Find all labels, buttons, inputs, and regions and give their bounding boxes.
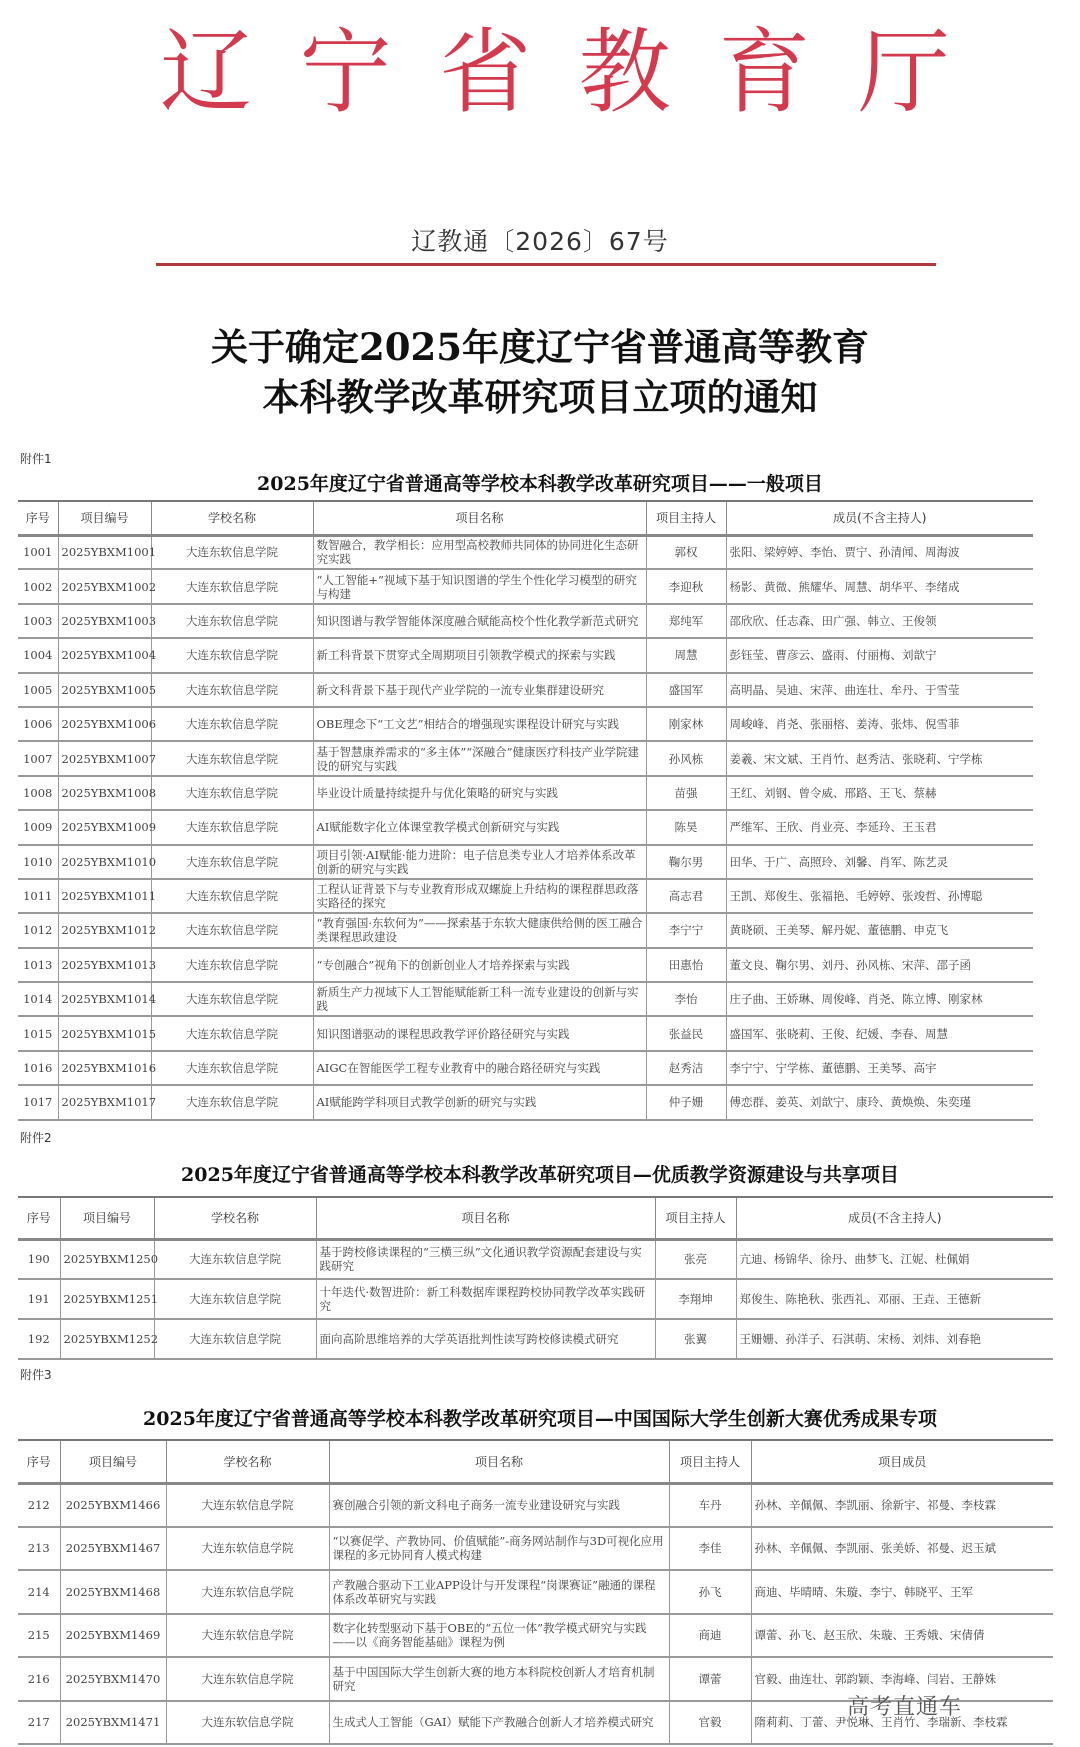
- cell-school: 大连东软信息学院: [151, 879, 313, 913]
- cell-project-name: “以赛促学、产教协同、价值赋能”-商务网站制作与3D可视化应用课程的多元协同育人模式构建: [329, 1527, 669, 1571]
- table-row: [18, 535, 1033, 569]
- cell-host: 李佳: [669, 1527, 751, 1571]
- cell-members: 官毅、曲连壮、郭韵颖、李海峰、闫岩、王静姝: [751, 1657, 1053, 1701]
- col-header: 序号: [18, 501, 58, 535]
- table-row: [18, 1483, 1053, 1527]
- col-header: 项目成员: [751, 1440, 1053, 1483]
- table-row: [18, 1570, 1053, 1614]
- cell-host: 苗强: [646, 776, 726, 810]
- cell-project-name: “人工智能+”视域下基于知识图谱的学生个性化学习模型的研究与构建: [313, 569, 646, 603]
- cell-project-code: 2025YBXM1250: [60, 1239, 154, 1279]
- cell-project-name: AIGC在智能医学工程专业教育中的融合路径研究与实践: [313, 1051, 646, 1085]
- cell-host: 李怡: [646, 982, 726, 1016]
- cell-host: 谭蕾: [669, 1657, 751, 1701]
- cell-project-code: 2025YBXM1469: [60, 1614, 166, 1658]
- cell-serial: 1004: [18, 638, 58, 672]
- cell-host: 周慧: [646, 638, 726, 672]
- cell-serial: 1005: [18, 673, 58, 707]
- cell-project-code: 2025YBXM1017: [58, 1085, 151, 1119]
- col-header: 成员(不含主持人): [736, 1197, 1053, 1239]
- org-char: 辽: [160, 19, 253, 126]
- cell-school: 大连东软信息学院: [166, 1527, 329, 1571]
- cell-serial: 190: [18, 1239, 60, 1279]
- org-char: 厅: [857, 19, 950, 126]
- cell-host: 李迎秋: [646, 569, 726, 603]
- annex-table-title: 2025年度辽宁省普通高等学校本科教学改革研究项目—优质教学资源建设与共享项目: [181, 1164, 899, 1186]
- cell-project-name: AI赋能跨学科项目式教学创新的研究与实践: [313, 1085, 646, 1119]
- cell-host: 赵秀洁: [646, 1051, 726, 1085]
- cell-serial: 1014: [18, 982, 58, 1016]
- cell-school: 大连东软信息学院: [151, 707, 313, 741]
- cell-host: 张亮: [655, 1239, 736, 1279]
- annex-label: 附件1: [20, 452, 52, 466]
- cell-school: 大连东软信息学院: [151, 776, 313, 810]
- cell-members: 王红、刘钢、曾令威、邢路、王飞、蔡赫: [726, 776, 1033, 810]
- cell-school: 大连东软信息学院: [151, 535, 313, 569]
- table-row: [18, 913, 1033, 947]
- cell-host: 张益民: [646, 1016, 726, 1050]
- notice-title-line2: 本科教学改革研究项目立项的通知: [262, 375, 818, 419]
- cell-serial: 217: [18, 1701, 60, 1745]
- cell-serial: 214: [18, 1570, 60, 1614]
- cell-project-code: 2025YBXM1466: [60, 1483, 166, 1527]
- cell-serial: 1016: [18, 1051, 58, 1085]
- annex-label: 附件3: [20, 1368, 52, 1382]
- cell-project-code: 2025YBXM1467: [60, 1527, 166, 1571]
- cell-school: 大连东软信息学院: [151, 673, 313, 707]
- cell-members: 商迪、毕晴晴、朱璇、李宁、韩晓平、王军: [751, 1570, 1053, 1614]
- cell-members: 田华、于广、高照玲、刘馨、肖军、陈艺灵: [726, 845, 1033, 879]
- cell-project-code: 2025YBXM1008: [58, 776, 151, 810]
- cell-members: 邵欣欣、任志森、田广强、韩立、王俊领: [726, 604, 1033, 638]
- cell-project-name: 数智融合，教学相长：应用型高校教师共同体的协同进化生态研究实践: [313, 535, 646, 569]
- cell-serial: 1011: [18, 879, 58, 913]
- cell-project-code: 2025YBXM1009: [58, 810, 151, 844]
- cell-project-name: OBE理念下“工文艺”相结合的增强现实课程设计研究与实践: [313, 707, 646, 741]
- cell-project-code: 2025YBXM1013: [58, 948, 151, 982]
- cell-host: 孙风栋: [646, 741, 726, 775]
- cell-school: 大连东软信息学院: [166, 1483, 329, 1527]
- cell-project-name: 新文科背景下基于现代产业学院的一流专业集群建设研究: [313, 673, 646, 707]
- col-header: 序号: [18, 1197, 60, 1239]
- cell-school: 大连东软信息学院: [151, 638, 313, 672]
- table-header-row: [18, 501, 1033, 535]
- cell-project-name: “教育强国·东软何为”——探索基于东软大健康供给侧的医工融合类课程思政建设: [313, 913, 646, 947]
- cell-project-name: 新工科背景下贯穿式全周期项目引领教学模式的探索与实践: [313, 638, 646, 672]
- col-header: 项目主持人: [646, 501, 726, 535]
- table-row: [18, 1085, 1033, 1119]
- cell-host: 李宁宁: [646, 913, 726, 947]
- cell-host: 郭权: [646, 535, 726, 569]
- cell-project-code: 2025YBXM1012: [58, 913, 151, 947]
- table-row: [18, 1279, 1053, 1319]
- cell-members: 杨影、黄微、熊耀华、周慧、胡华平、李绪成: [726, 569, 1033, 603]
- cell-project-name: 项目引领·AI赋能·能力进阶：电子信息类专业人才培养体系改革创新的研究与实践: [313, 845, 646, 879]
- table-row: [18, 741, 1033, 775]
- cell-project-name: 新质生产力视域下人工智能赋能新工科一流专业建设的创新与实践: [313, 982, 646, 1016]
- col-header: 项目编号: [60, 1440, 166, 1483]
- cell-serial: 215: [18, 1614, 60, 1658]
- col-header: 项目名称: [329, 1440, 669, 1483]
- cell-serial: 1006: [18, 707, 58, 741]
- table-row: [18, 1051, 1033, 1085]
- cell-project-name: 基于智慧康养需求的“多主体”“深融合”健康医疗科技产业学院建设的研究与实践: [313, 741, 646, 775]
- cell-members: 孙林、辛佩佩、李凯丽、徐新宇、祁曼、李枝霖: [751, 1483, 1053, 1527]
- cell-serial: 1001: [18, 535, 58, 569]
- cell-members: 彭钰莹、曹彦云、盛雨、付丽梅、刘歆宁: [726, 638, 1033, 672]
- cell-project-code: 2025YBXM1251: [60, 1279, 154, 1319]
- cell-members: 隋莉莉、丁蕾、尹悦琳、王肖竹、李瑞新、李枝霖: [751, 1701, 1053, 1745]
- cell-project-name: 面向高阶思维培养的大学英语批判性读写跨校修读模式研究: [316, 1319, 655, 1359]
- cell-project-code: 2025YBXM1015: [58, 1016, 151, 1050]
- org-char: 教: [578, 19, 671, 126]
- cell-project-code: 2025YBXM1014: [58, 982, 151, 1016]
- cell-serial: 192: [18, 1319, 60, 1359]
- cell-project-name: 基于中国国际大学生创新大赛的地方本科院校创新人才培育机制研究: [329, 1657, 669, 1701]
- cell-members: 张阳、梁婷婷、李怡、贾宁、孙清闻、周海波: [726, 535, 1033, 569]
- cell-school: 大连东软信息学院: [151, 913, 313, 947]
- cell-project-name: 知识图谱驱动的课程思政教学评价路径研究与实践: [313, 1016, 646, 1050]
- cell-host: 高志君: [646, 879, 726, 913]
- cell-project-code: 2025YBXM1470: [60, 1657, 166, 1701]
- cell-school: 大连东软信息学院: [151, 810, 313, 844]
- watermark: 高考直通车: [846, 1695, 962, 1720]
- cell-project-name: 生成式人工智能（GAI）赋能下产教融合创新人才培养模式研究: [329, 1701, 669, 1745]
- cell-project-code: 2025YBXM1011: [58, 879, 151, 913]
- cell-school: 大连东软信息学院: [166, 1570, 329, 1614]
- cell-host: 盛国军: [646, 673, 726, 707]
- org-char: 育: [718, 19, 811, 126]
- table-row: [18, 845, 1033, 879]
- annex-table-title: 2025年度辽宁省普通高等学校本科教学改革研究项目——一般项目: [257, 473, 823, 495]
- notice-title-line1: 关于确定2025年度辽宁省普通高等教育: [211, 325, 869, 369]
- table-header-row: [18, 1197, 1053, 1239]
- cell-school: 大连东软信息学院: [151, 741, 313, 775]
- cell-serial: 1017: [18, 1085, 58, 1119]
- cell-project-code: 2025YBXM1016: [58, 1051, 151, 1085]
- annex-table-title: 2025年度辽宁省普通高等学校本科教学改革研究项目—中国国际大学生创新大赛优秀成果专项: [143, 1408, 937, 1430]
- cell-school: 大连东软信息学院: [151, 1051, 313, 1085]
- cell-project-name: 赛创融合引领的新文科电子商务一流专业建设研究与实践: [329, 1483, 669, 1527]
- cell-project-code: 2025YBXM1004: [58, 638, 151, 672]
- cell-serial: 1003: [18, 604, 58, 638]
- cell-project-name: 毕业设计质量持续提升与优化策略的研究与实践: [313, 776, 646, 810]
- col-header: 项目名称: [316, 1197, 655, 1239]
- cell-project-code: 2025YBXM1002: [58, 569, 151, 603]
- org-char: 宁: [299, 19, 392, 126]
- cell-members: 亢迪、杨锦华、徐丹、曲梦飞、江妮、杜佩娟: [736, 1239, 1053, 1279]
- table-row: [18, 673, 1033, 707]
- org-char: 省: [439, 19, 532, 126]
- cell-project-code: 2025YBXM1252: [60, 1319, 154, 1359]
- cell-host: 车丹: [669, 1483, 751, 1527]
- cell-serial: 1015: [18, 1016, 58, 1050]
- cell-host: 李翔坤: [655, 1279, 736, 1319]
- cell-host: 张翼: [655, 1319, 736, 1359]
- cell-project-name: “专创融合”视角下的创新创业人才培养探索与实践: [313, 948, 646, 982]
- cell-project-code: 2025YBXM1010: [58, 845, 151, 879]
- cell-serial: 212: [18, 1483, 60, 1527]
- table-header-row: [18, 1440, 1053, 1483]
- cell-serial: 1010: [18, 845, 58, 879]
- cell-project-name: AI赋能数字化立体课堂教学模式创新研究与实践: [313, 810, 646, 844]
- table-row: [18, 1527, 1053, 1571]
- cell-school: 大连东软信息学院: [166, 1614, 329, 1658]
- cell-school: 大连东软信息学院: [154, 1239, 316, 1279]
- table-row: [18, 638, 1033, 672]
- cell-host: 刚家林: [646, 707, 726, 741]
- cell-project-name: 数字化转型驱动下基于OBE的“五位一体”教学模式研究与实践——以《商务智能基础》课程为例: [329, 1614, 669, 1658]
- issuing-authority-title: [160, 18, 950, 128]
- cell-project-code: 2025YBXM1005: [58, 673, 151, 707]
- table-row: [18, 1016, 1033, 1050]
- cell-project-code: 2025YBXM1468: [60, 1570, 166, 1614]
- cell-members: 王姗姗、孙洋子、石淇萌、宋杨、刘炜、刘春艳: [736, 1319, 1053, 1359]
- table-row: [18, 1319, 1053, 1359]
- cell-members: 李宁宁、宁学栋、董德鹏、王美琴、高宇: [726, 1051, 1033, 1085]
- col-header: 成员(不含主持人): [726, 501, 1033, 535]
- cell-school: 大连东软信息学院: [151, 845, 313, 879]
- table-row: [18, 810, 1033, 844]
- cell-members: 严维军、王欣、肖业亮、李延玲、王玉君: [726, 810, 1033, 844]
- cell-host: 鞠尔男: [646, 845, 726, 879]
- cell-project-name: 知识图谱与教学智能体深度融合赋能高校个性化教学新范式研究: [313, 604, 646, 638]
- cell-members: 谭蕾、孙飞、赵玉欣、朱璇、王秀娥、宋倩倩: [751, 1614, 1053, 1658]
- cell-project-code: 2025YBXM1471: [60, 1701, 166, 1745]
- cell-school: 大连东软信息学院: [151, 1085, 313, 1119]
- cell-school: 大连东软信息学院: [166, 1657, 329, 1701]
- cell-serial: 1007: [18, 741, 58, 775]
- col-header: 学校名称: [151, 501, 313, 535]
- table-row: [18, 1614, 1053, 1658]
- table-row: [18, 879, 1033, 913]
- table-row: [18, 569, 1033, 603]
- cell-host: 郑纯军: [646, 604, 726, 638]
- cell-serial: 1009: [18, 810, 58, 844]
- cell-serial: 1013: [18, 948, 58, 982]
- table-row: [18, 776, 1033, 810]
- cell-host: 陈昊: [646, 810, 726, 844]
- cell-project-name: 工程认证背景下与专业教育形成双螺旋上升结构的课程群思政落实路径的探究: [313, 879, 646, 913]
- cell-members: 盛国军、张晓莉、王俊、纪媛、李春、周慧: [726, 1016, 1033, 1050]
- annex1-table: [18, 500, 1033, 1121]
- cell-school: 大连东软信息学院: [151, 1016, 313, 1050]
- cell-project-code: 2025YBXM1007: [58, 741, 151, 775]
- cell-members: 高明晶、吴迪、宋萍、曲连壮、牟丹、于雪莹: [726, 673, 1033, 707]
- cell-members: 傅恋群、姜英、刘歆宁、康玲、黄焕焕、朱奕瑾: [726, 1085, 1033, 1119]
- annex-label: 附件2: [20, 1131, 52, 1145]
- cell-school: 大连东软信息学院: [151, 948, 313, 982]
- col-header: 项目名称: [313, 501, 646, 535]
- document-number: 辽教通〔2026〕67号: [411, 227, 669, 256]
- cell-project-name: 基于跨校修读课程的“三横三纵”文化通识教学资源配套建设与实践研究: [316, 1239, 655, 1279]
- table-row: [18, 948, 1033, 982]
- col-header: 学校名称: [166, 1440, 329, 1483]
- cell-project-name: 十年迭代·数智进阶：新工科数据库课程跨校协同教学改革实践研究: [316, 1279, 655, 1319]
- cell-members: 郑俊生、陈艳秋、张西礼、邓丽、王垚、王德新: [736, 1279, 1053, 1319]
- cell-school: 大连东软信息学院: [151, 604, 313, 638]
- cell-members: 周峻峰、肖尧、张丽榕、姜涛、张炜、倪雪菲: [726, 707, 1033, 741]
- cell-members: 王凯、郑俊生、张福艳、毛婷婷、张竣哲、孙博聪: [726, 879, 1033, 913]
- cell-project-name: 产教融合驱动下工业APP设计与开发课程“岗课赛证”融通的课程体系改革研究与实践: [329, 1570, 669, 1614]
- table-row: [18, 707, 1033, 741]
- cell-host: 商迪: [669, 1614, 751, 1658]
- col-header: 项目编号: [60, 1197, 154, 1239]
- annex2-table: [18, 1196, 1053, 1360]
- cell-serial: 213: [18, 1527, 60, 1571]
- cell-host: 仲子姗: [646, 1085, 726, 1119]
- cell-school: 大连东软信息学院: [166, 1701, 329, 1745]
- cell-school: 大连东软信息学院: [154, 1279, 316, 1319]
- cell-serial: 1012: [18, 913, 58, 947]
- cell-school: 大连东软信息学院: [154, 1319, 316, 1359]
- cell-members: 姜羲、宋文斌、王肖竹、赵秀洁、张晓莉、宁学栋: [726, 741, 1033, 775]
- cell-project-code: 2025YBXM1003: [58, 604, 151, 638]
- cell-host: 官毅: [669, 1701, 751, 1745]
- col-header: 项目主持人: [669, 1440, 751, 1483]
- cell-members: 黄晓硕、王美琴、解丹妮、董德鹏、申克飞: [726, 913, 1033, 947]
- cell-school: 大连东软信息学院: [151, 982, 313, 1016]
- table-row: [18, 982, 1033, 1016]
- col-header: 序号: [18, 1440, 60, 1483]
- cell-project-code: 2025YBXM1006: [58, 707, 151, 741]
- col-header: 项目主持人: [655, 1197, 736, 1239]
- red-divider: [156, 263, 936, 266]
- cell-members: 董文良、鞠尔男、刘丹、孙风栋、宋萍、邵子函: [726, 948, 1033, 982]
- cell-members: 庄子曲、王娇琳、周俊峰、肖尧、陈立博、刚家林: [726, 982, 1033, 1016]
- cell-project-code: 2025YBXM1001: [58, 535, 151, 569]
- cell-serial: 1008: [18, 776, 58, 810]
- table-row: [18, 1239, 1053, 1279]
- cell-serial: 1002: [18, 569, 58, 603]
- col-header: 项目编号: [58, 501, 151, 535]
- cell-members: 孙林、辛佩佩、李凯丽、张美娇、祁曼、迟玉斌: [751, 1527, 1053, 1571]
- cell-serial: 216: [18, 1657, 60, 1701]
- cell-host: 孙飞: [669, 1570, 751, 1614]
- col-header: 学校名称: [154, 1197, 316, 1239]
- cell-school: 大连东软信息学院: [151, 569, 313, 603]
- cell-serial: 191: [18, 1279, 60, 1319]
- cell-host: 田惠怡: [646, 948, 726, 982]
- table-row: [18, 604, 1033, 638]
